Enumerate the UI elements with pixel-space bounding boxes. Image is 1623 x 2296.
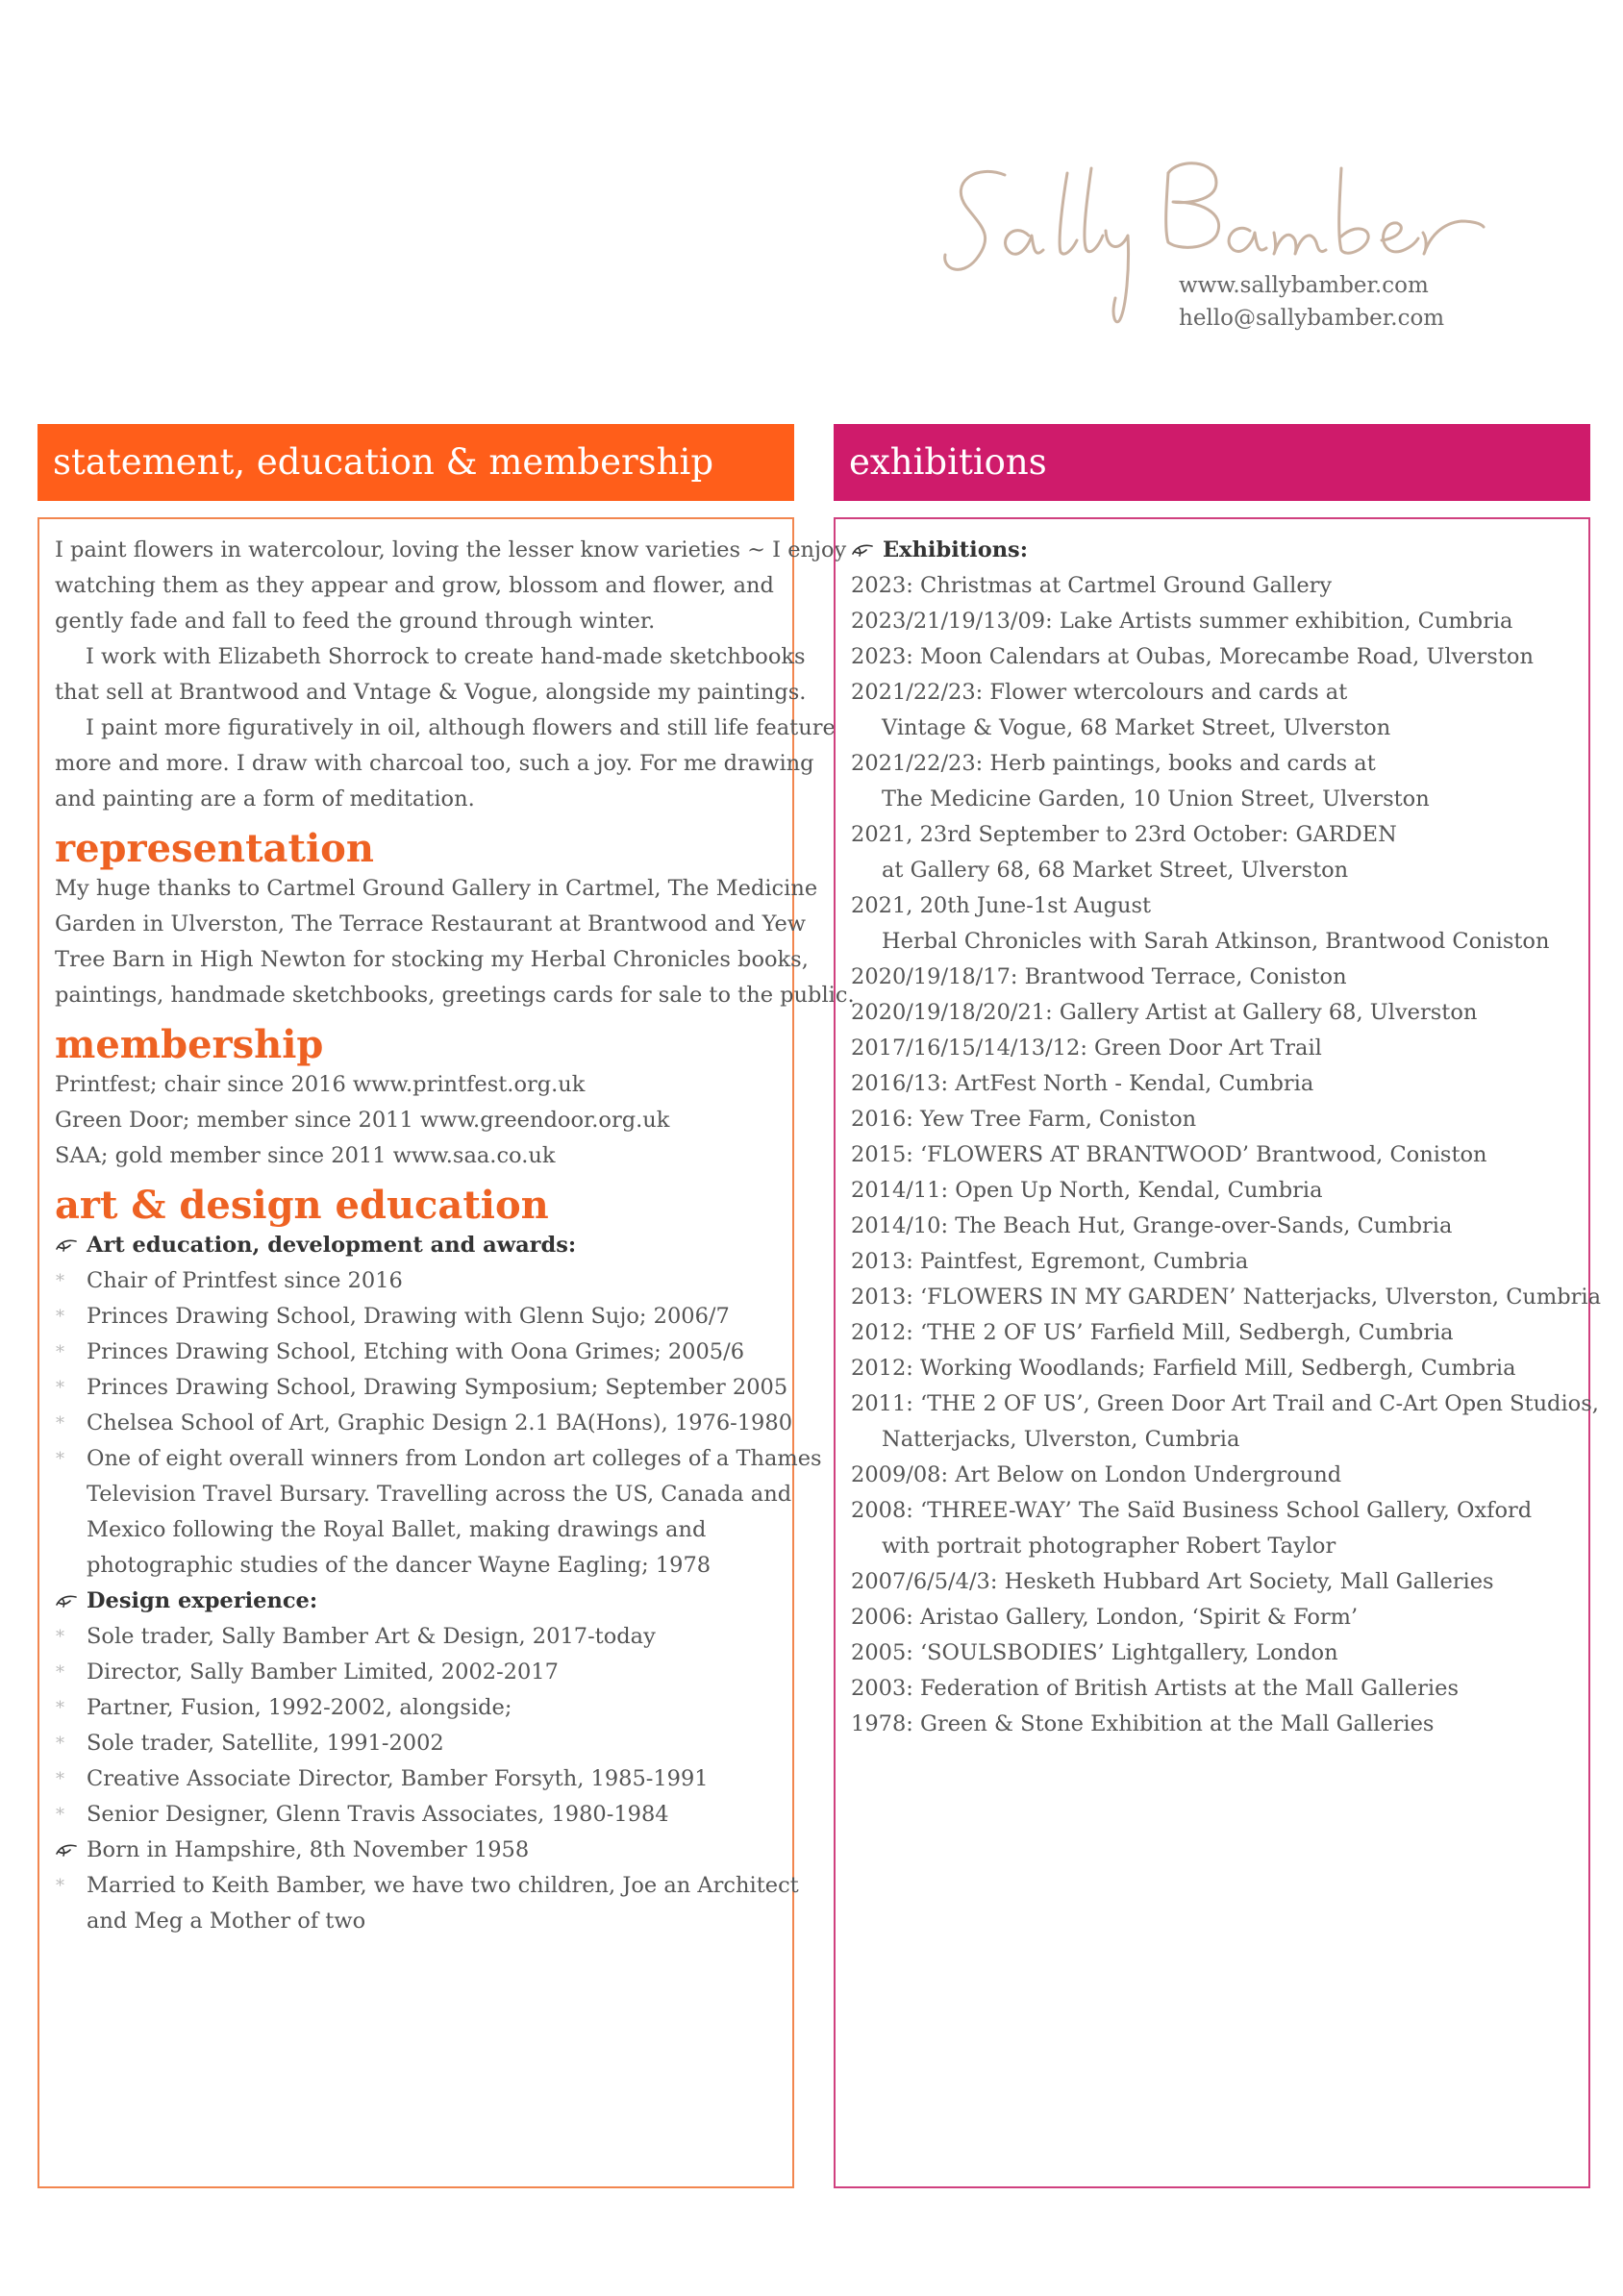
exhibition-entry — [851, 1102, 1573, 1137]
list-item-text: Princes Drawing School, Drawing with Glenn Sujo; 2006/7 — [87, 1304, 730, 1329]
list-item-text: Mexico following the Royal Ballet, making drawings and — [87, 1517, 707, 1542]
exhibition-entry — [851, 675, 1573, 746]
art-education-title: Art education, development and awards: — [55, 1228, 777, 1263]
experience-item — [55, 1797, 777, 1833]
representation-line: paintings, handmade sketchbooks, greetings cards for sale to the public. — [55, 983, 855, 1008]
exhibition-line: 2023: Moon Calendars at Oubas, Morecambe Road, Ulverston — [851, 644, 1534, 669]
statement-paragraph-3: I paint more figuratively in oil, although flowers and still life feature more and more. I draw with charcoal too, such a joy. For me drawing and painting are a form of meditation. — [55, 715, 836, 811]
leaf-icon — [55, 1842, 78, 1858]
exhibition-line: 2014/10: The Beach Hut, Grange-over-Sands, Cumbria — [851, 1213, 1453, 1238]
left-column-box — [37, 517, 855, 2188]
exhibition-line: 2016/13: ArtFest North - Kendal, Cumbria — [851, 1071, 1314, 1096]
exhibition-entry — [851, 1173, 1573, 1209]
experience-item — [55, 1726, 777, 1761]
exhibition-line: The Medicine Garden, 10 Union Street, Ulverston — [882, 786, 1430, 811]
exhibition-entry — [851, 960, 1573, 995]
exhibition-entry — [851, 1635, 1573, 1671]
experience-item — [55, 1761, 777, 1797]
exhibition-entry — [851, 1031, 1573, 1066]
exhibition-line: 2021, 20th June-1st August — [851, 893, 1152, 918]
education-item — [55, 1441, 822, 1584]
exhibition-line: 2008: ‘THREE-WAY’ The Saïd Business School Gallery, Oxford — [851, 1498, 1533, 1523]
membership-item: Green Door; member since 2011 www.greendoor.org.uk — [55, 1108, 670, 1133]
bullet-icon: * — [56, 1662, 64, 1683]
exhibition-entry — [851, 1564, 1573, 1600]
exhibition-line: 2021/22/23: Flower wtercolours and cards at — [851, 680, 1348, 705]
education-item — [55, 1299, 777, 1335]
leaf-icon — [851, 542, 874, 558]
education-item — [55, 1335, 777, 1370]
contact-block — [1179, 269, 1444, 335]
bullet-icon: * — [56, 1307, 64, 1327]
exhibitions-list — [851, 568, 1602, 1742]
exhibition-line: 2015: ‘FLOWERS AT BRANTWOOD’ Brantwood, Coniston — [851, 1142, 1487, 1167]
education-heading: art & design education — [55, 1183, 549, 1228]
exhibition-line: 2023: Christmas at Cartmel Ground Gallery — [851, 573, 1333, 598]
list-item-text: Princes Drawing School, Etching with Oona Grimes; 2005/6 — [87, 1339, 745, 1364]
experience-item — [55, 1655, 777, 1690]
bullet-icon: * — [56, 1378, 64, 1398]
education-item — [55, 1263, 777, 1299]
exhibition-entry — [851, 1244, 1573, 1280]
exhibition-entry — [851, 1351, 1573, 1386]
exhibition-entry — [851, 1493, 1573, 1564]
bullet-icon: * — [56, 1734, 64, 1754]
exhibition-line: 2020/19/18/17: Brantwood Terrace, Coniston — [851, 964, 1347, 989]
list-item-text: Princes Drawing School, Drawing Symposium; September 2005 — [87, 1375, 788, 1400]
representation-line: Tree Barn in High Newton for stocking my Herbal Chronicles books, — [55, 947, 809, 972]
exhibition-entry — [851, 817, 1573, 888]
bullet-icon: * — [56, 1413, 64, 1434]
representation-text — [55, 871, 855, 1013]
exhibition-line: 2012: ‘THE 2 OF US’ Farfield Mill, Sedbergh, Cumbria — [851, 1320, 1454, 1345]
experience-item — [55, 1619, 777, 1655]
list-item-text: Sole trader, Satellite, 1991-2002 — [87, 1731, 444, 1756]
membership-heading: membership — [55, 1022, 324, 1067]
design-experience-title: Design experience: — [55, 1584, 777, 1619]
design-experience-list — [55, 1619, 777, 1833]
exhibition-entry — [851, 1671, 1573, 1707]
exhibition-line: with portrait photographer Robert Taylor — [882, 1534, 1336, 1559]
list-item-text: Married to Keith Bamber, we have two children, Joe an Architect — [87, 1873, 799, 1898]
exhibition-line: 2003: Federation of British Artists at the Mall Galleries — [851, 1676, 1459, 1701]
representation-heading: representation — [55, 826, 374, 871]
education-item — [55, 1370, 788, 1406]
exhibition-entry — [851, 1280, 1602, 1315]
exhibition-entry — [851, 995, 1573, 1031]
exhibition-line: Natterjacks, Ulverston, Cumbria — [882, 1427, 1240, 1452]
experience-item — [55, 1690, 777, 1726]
exhibition-line: 2017/16/15/14/13/12: Green Door Art Trail — [851, 1036, 1322, 1061]
list-item-text: photographic studies of the dancer Wayne Eagling; 1978 — [87, 1553, 712, 1578]
leaf-icon — [55, 1237, 78, 1253]
membership-item: Printfest; chair since 2016 www.printfest.org.uk — [55, 1072, 586, 1097]
exhibition-entry — [851, 1066, 1573, 1102]
list-item-text: One of eight overall winners from London art colleges of a Thames — [87, 1446, 822, 1471]
membership-item: SAA; gold member since 2011 www.saa.co.uk — [55, 1143, 556, 1168]
exhibition-line: 2006: Aristao Gallery, London, ‘Spirit & Form’ — [851, 1605, 1359, 1630]
right-column-header: exhibitions — [834, 424, 1590, 501]
exhibition-line: 2021/22/23: Herb paintings, books and cards at — [851, 751, 1376, 776]
right-column-box — [834, 517, 1602, 2188]
exhibition-entry — [851, 1315, 1573, 1351]
email-link[interactable]: hello@sallybamber.com — [1179, 306, 1445, 331]
exhibition-line: 1978: Green & Stone Exhibition at the Mall Galleries — [851, 1711, 1435, 1736]
list-item-text: Chair of Printfest since 2016 — [87, 1268, 403, 1293]
exhibition-entry — [851, 1137, 1573, 1173]
family-list — [55, 1868, 799, 1939]
exhibition-line: 2016: Yew Tree Farm, Coniston — [851, 1107, 1197, 1132]
exhibition-entry — [851, 1386, 1599, 1458]
exhibition-line: 2009/08: Art Below on London Underground — [851, 1462, 1342, 1487]
exhibition-entry — [851, 568, 1573, 604]
representation-line: My huge thanks to Cartmel Ground Gallery in Cartmel, The Medicine — [55, 876, 818, 901]
exhibition-line: 2012: Working Woodlands; Farfield Mill, Sedbergh, Cumbria — [851, 1356, 1516, 1381]
exhibition-line: 2013: ‘FLOWERS IN MY GARDEN’ Natterjacks, Ulverston, Cumbria — [851, 1285, 1602, 1310]
exhibition-entry — [851, 1209, 1573, 1244]
leaf-icon — [55, 1593, 78, 1609]
bullet-icon: * — [56, 1342, 64, 1362]
exhibition-line: Herbal Chronicles with Sarah Atkinson, Brantwood Coniston — [882, 929, 1550, 954]
bullet-icon: * — [56, 1271, 64, 1291]
exhibition-line: 2007/6/5/4/3: Hesketh Hubbard Art Society, Mall Galleries — [851, 1569, 1494, 1594]
bullet-icon: * — [56, 1805, 64, 1825]
representation-line: Garden in Ulverston, The Terrace Restaurant at Brantwood and Yew — [55, 911, 807, 936]
exhibition-entry — [851, 888, 1573, 960]
bullet-icon: * — [56, 1698, 64, 1718]
statement-paragraph-2: I work with Elizabeth Shorrock to create hand-made sketchbooks that sell at Brantwood and Vntage & Vogue, alongside my paintings. — [55, 644, 807, 705]
born-line: Born in Hampshire, 8th November 1958 — [55, 1833, 777, 1868]
exhibition-line: Vintage & Vogue, 68 Market Street, Ulverston — [882, 715, 1391, 740]
bullet-icon: * — [56, 1627, 64, 1647]
list-item-text: Partner, Fusion, 1992-2002, alongside; — [87, 1695, 512, 1720]
exhibitions-title: Exhibitions: — [851, 533, 1573, 568]
exhibition-line: 2021, 23rd September to 23rd October: GARDEN — [851, 822, 1397, 847]
exhibition-line: 2014/11: Open Up North, Kendal, Cumbria — [851, 1178, 1323, 1203]
exhibition-entry — [851, 1707, 1573, 1742]
exhibition-entry — [851, 1600, 1573, 1635]
exhibition-line: 2023/21/19/13/09: Lake Artists summer exhibition, Cumbria — [851, 609, 1513, 634]
list-item-text: Chelsea School of Art, Graphic Design 2.1 BA(Hons), 1976-1980 — [87, 1410, 793, 1435]
bullet-icon: * — [56, 1876, 64, 1896]
bullet-icon: * — [56, 1769, 64, 1789]
education-item — [55, 1406, 793, 1441]
list-item-text: Director, Sally Bamber Limited, 2002-2017 — [87, 1660, 559, 1685]
statement-paragraph-1: I paint flowers in watercolour, loving the lesser know varieties ~ I enjoy watching them as they appear and grow, blossom and flower, and gently fade and fall to feed the ground through winter. — [55, 537, 847, 634]
statement-section — [55, 533, 847, 817]
exhibition-entry — [851, 746, 1573, 817]
exhibition-entry — [851, 1458, 1573, 1493]
list-item-text: and Meg a Mother of two — [87, 1909, 366, 1934]
exhibition-entry — [851, 604, 1573, 639]
art-education-list — [55, 1263, 822, 1584]
membership-list — [55, 1067, 777, 1174]
exhibition-entry — [851, 639, 1573, 675]
exhibition-line: 2011: ‘THE 2 OF US’, Green Door Art Trail and C-Art Open Studios, — [851, 1391, 1599, 1416]
family-item — [55, 1868, 799, 1939]
left-column-header: statement, education & membership — [37, 424, 794, 501]
exhibition-line: 2013: Paintfest, Egremont, Cumbria — [851, 1249, 1249, 1274]
list-item-text: Creative Associate Director, Bamber Forsyth, 1985-1991 — [87, 1766, 709, 1791]
exhibition-line: 2020/19/18/20/21: Gallery Artist at Gallery 68, Ulverston — [851, 1000, 1478, 1025]
exhibition-line: 2005: ‘SOULSBODIES’ Lightgallery, London — [851, 1640, 1338, 1665]
list-item-text: Television Travel Bursary. Travelling across the US, Canada and — [87, 1482, 792, 1507]
list-item-text: Senior Designer, Glenn Travis Associates, 1980-1984 — [87, 1802, 669, 1827]
website-link[interactable]: www.sallybamber.com — [1179, 273, 1429, 298]
bullet-icon: * — [56, 1449, 64, 1469]
list-item-text: Sole trader, Sally Bamber Art & Design, 2017-today — [87, 1624, 656, 1649]
exhibition-line: at Gallery 68, 68 Market Street, Ulverston — [882, 858, 1349, 883]
